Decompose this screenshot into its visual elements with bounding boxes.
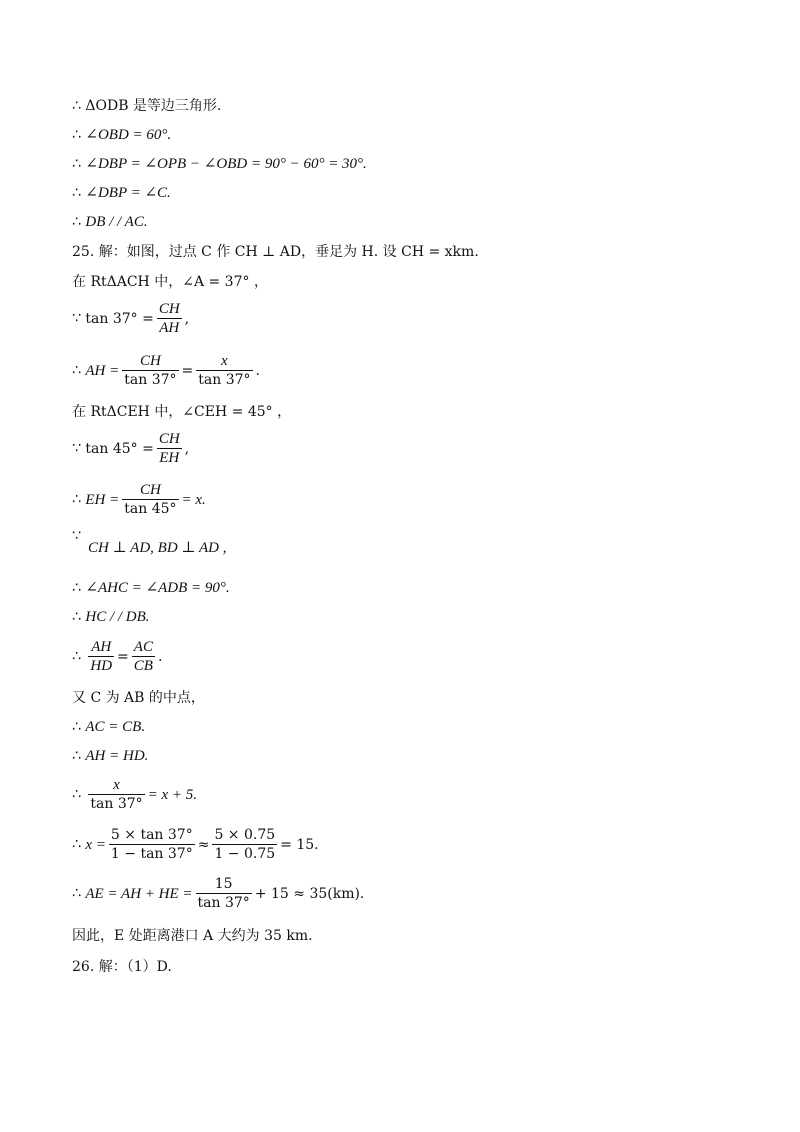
equation-tail: = 15.: [280, 836, 319, 853]
line-text: DB / / AC.: [85, 214, 148, 230]
equation-tail: = x.: [181, 491, 206, 508]
line-text: ∠DBP = ∠C.: [85, 185, 171, 201]
equation-line: [72, 875, 364, 912]
equation-tail: + 15 ≈ 35(km).: [254, 885, 365, 902]
equation-tail: .: [255, 362, 260, 379]
fraction-denominator: EH: [159, 450, 180, 466]
fraction-numerator: 15: [196, 875, 252, 894]
fraction-numerator: 5 × tan 37°: [110, 827, 193, 843]
therefore-symbol: ∴: [72, 491, 81, 508]
line-text: 因此，E 处距离港口 A 大约为 35 km.: [72, 928, 313, 944]
fraction-numerator: x: [196, 352, 252, 371]
problem-25-heading: [72, 242, 479, 262]
line-text: HC / / DB.: [85, 609, 150, 625]
fraction-denominator: CB: [133, 658, 153, 674]
therefore-symbol: ∴: [72, 609, 81, 625]
therefore-symbol: ∴: [72, 156, 81, 172]
therefore-symbol: ∴: [72, 748, 81, 764]
solution-line: [72, 154, 367, 174]
line-text: ∠AHC = ∠ADB = 90°.: [85, 580, 230, 596]
solution-line: [72, 607, 150, 627]
fraction-numerator: CH: [158, 431, 180, 447]
line-text: CH ⊥ AD, BD ⊥ AD ,: [88, 540, 227, 556]
fraction: [212, 826, 277, 863]
line-text: 26. 解：（1）D.: [72, 959, 172, 975]
fraction-numerator: x: [88, 776, 144, 795]
fraction-denominator: 1 − 0.75: [214, 846, 276, 862]
solution-line: [72, 183, 171, 203]
therefore-symbol: ∴: [72, 98, 81, 114]
therefore-symbol: ∴: [72, 185, 81, 201]
solution-line: [72, 402, 291, 422]
equation-line: [72, 638, 162, 675]
because-symbol: ∵: [72, 310, 81, 327]
fraction-denominator: tan 37°: [90, 796, 143, 812]
equation-lhs: tan 45° =: [85, 440, 154, 457]
solution-line: [72, 212, 148, 232]
equation-lhs: EH =: [85, 491, 120, 508]
therefore-symbol: ∴: [72, 580, 81, 596]
fraction: [109, 826, 195, 863]
equation-tail: .: [157, 648, 163, 665]
equation-lhs: AE = AH + HE =: [85, 885, 193, 902]
equation-lhs: tan 37° =: [85, 310, 154, 327]
equals-sign: =: [181, 362, 194, 379]
solution-line: [72, 746, 148, 766]
therefore-symbol: ∴: [72, 836, 81, 853]
equation-line: [72, 300, 189, 337]
equation-line: [72, 776, 197, 813]
equation-line: [72, 430, 189, 467]
fraction: [196, 352, 252, 389]
fraction-denominator: HD: [90, 658, 113, 674]
fraction: [88, 638, 114, 675]
fraction-denominator: tan 45°: [124, 501, 177, 517]
fraction-numerator: CH: [122, 481, 178, 500]
fraction: [122, 352, 178, 389]
line-text: AC = CB.: [85, 719, 146, 735]
fraction-numerator: AH: [88, 638, 114, 657]
solution-line: [72, 717, 145, 737]
solution-line: [72, 125, 171, 145]
line-text: ∠OBD = 60°.: [85, 127, 172, 143]
line-text: 25. 解：如图，过点 C 作 CH ⊥ AD，垂足为 H. 设 CH = xkm.: [72, 244, 479, 260]
because-symbol: ∵: [72, 528, 81, 544]
fraction-numerator: CH: [158, 301, 180, 317]
fraction: [88, 776, 144, 813]
fraction-denominator: tan 37°: [124, 372, 177, 388]
approx-sign: ≈: [197, 836, 210, 853]
therefore-symbol: ∴: [72, 786, 81, 803]
line-text: 在 RtΔCEH 中，∠CEH = 45° ，: [72, 404, 292, 420]
fraction: [157, 300, 182, 337]
therefore-symbol: ∴: [72, 127, 81, 143]
fraction: [196, 875, 252, 912]
fraction: [132, 638, 155, 675]
solution-line: [72, 578, 230, 598]
line-text: ΔODB 是等边三角形.: [85, 98, 222, 114]
line-text: AH = HD.: [85, 748, 149, 764]
line-text: ∠DBP = ∠OPB − ∠OBD = 90° − 60° = 30°.: [85, 156, 367, 172]
equation-lhs: x =: [85, 836, 106, 853]
equation-line: [72, 352, 260, 389]
therefore-symbol: ∴: [72, 648, 81, 665]
fraction-denominator: tan 37°: [198, 372, 251, 388]
therefore-symbol: ∴: [72, 719, 81, 735]
fraction-numerator: 5 × 0.75: [214, 827, 276, 843]
equation-tail: ,: [184, 440, 190, 457]
therefore-symbol: ∴: [72, 214, 81, 230]
fraction-denominator: AH: [159, 320, 180, 336]
solution-line: [72, 96, 221, 116]
line-text: 又 C 为 AB 的中点，: [72, 690, 205, 706]
equation-lhs: AH =: [85, 362, 120, 379]
line-text: 在 RtΔACH 中，∠A = 37° ，: [72, 274, 268, 290]
fraction: [122, 481, 178, 518]
equation-tail: = x + 5.: [147, 786, 198, 803]
equation-line: [72, 481, 206, 518]
problem-26-heading: [72, 957, 172, 977]
solution-line: [72, 272, 268, 292]
equation-line: [72, 826, 319, 863]
therefore-symbol: ∴: [72, 362, 81, 379]
fraction-denominator: 1 − tan 37°: [110, 846, 193, 862]
equation-tail: ,: [184, 310, 190, 327]
fraction: [157, 430, 182, 467]
therefore-symbol: ∴: [72, 885, 81, 902]
because-symbol: ∵: [72, 440, 81, 457]
fraction-numerator: AC: [133, 639, 153, 655]
fraction-denominator: tan 37°: [197, 895, 250, 911]
conclusion-line: [72, 926, 313, 946]
equals-sign: =: [117, 648, 129, 665]
fraction-numerator: CH: [122, 352, 178, 371]
solution-line: [72, 688, 205, 708]
